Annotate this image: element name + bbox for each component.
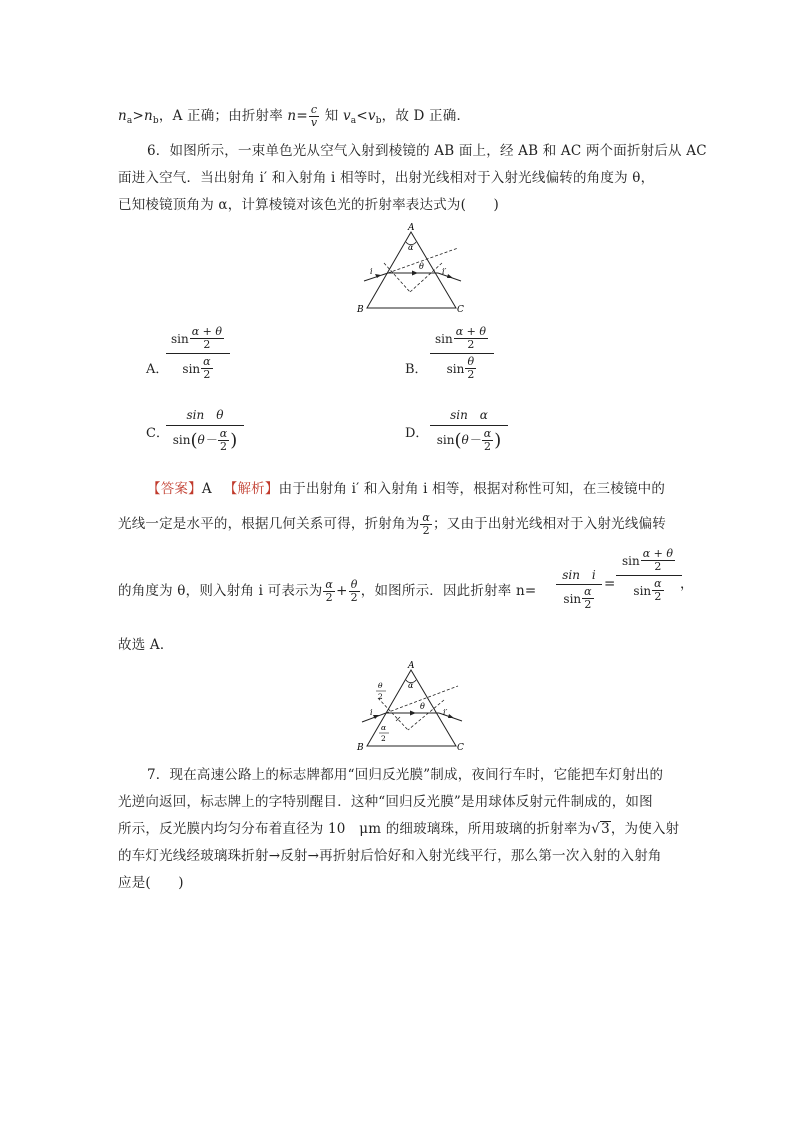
alpha-over-2 [420,512,432,537]
q6-line-3: 已知棱镜顶角为 α，计算棱镜对该色光的折射率表达式为( ) [118,197,499,213]
label-i-prime: i′ [442,267,447,276]
q7-line-5: 应是( ) [118,875,184,891]
option-C-label: C． [146,426,169,441]
paren-open: ( [190,430,198,451]
answer-value: A [201,481,212,497]
q7-line-1: 7．现在高速公路上的标志牌都用“回归反光膜”制成，夜间行车时，它能把车灯射出的 [147,767,664,783]
text-segment: ；又由于出射光线相对于入射光线偏转 [433,516,666,532]
prism-diagram-2 [340,658,480,758]
label-theta-half-num: θ [378,681,383,690]
q7-line-2: 光逆向返回，标志牌上的字特别醒目．这种“回归反光膜”是用球体反射元件制成的，如图 [118,794,653,810]
frac-den: 2 [584,598,592,611]
frac-den: 2 [350,591,358,604]
alpha-over-2 [582,586,593,611]
theta-over-2 [349,579,360,604]
arrow-head [448,714,454,718]
sin-fn: sin [172,433,191,447]
frac-num: α + θ [191,325,222,338]
arrow-head [447,274,453,278]
frac-den: 2 [654,590,662,603]
sin-fn: sin [435,332,453,346]
label-alpha-half-den: 2 [381,734,386,743]
frac-den: 2 [467,338,475,351]
arrow-head [410,711,416,716]
frac-num: α [584,585,592,598]
frac-num: α [219,427,228,440]
frac-den: 2 [483,440,491,453]
text-segment: ，A 正确；由折射率 [158,108,288,124]
analysis-tag: 【解析】 [223,481,279,497]
alpha-plus-theta-over-2 [641,548,675,573]
c-over-v-fraction [309,104,319,129]
option-A-expression [166,326,230,381]
q7-line-3 [118,820,679,838]
answer-line-2 [118,512,666,537]
option-D-expression [430,408,508,453]
text-segment: ，如图所示．因此折射率 n= [360,583,537,599]
label-alpha: α [408,681,414,690]
plus-sign: + [336,583,348,599]
frac-den: 2 [203,368,211,381]
sin-i: sin i [556,568,602,585]
v-symbol: v [342,108,351,124]
text-segment: 所示，反光膜内均匀分布着直径为 10 μm 的细玻璃珠，所用玻璃的折射率为 [118,821,592,837]
label-alpha-half-num: α [381,723,387,732]
numerator: sin α [430,408,508,426]
num-fraction [454,326,488,351]
text-segment: 光线一定是水平的，根据几何关系可得，折射角为 [118,516,420,532]
normal-line-right [410,263,442,292]
frac-num: α + θ [642,547,673,560]
den-fraction [465,356,476,381]
frac-num: α [422,511,431,524]
normal-line-right [408,700,444,730]
text-segment: ，故 D 正确． [381,108,471,124]
paren-open: ( [454,430,462,451]
n-symbol: n [118,108,127,124]
num-fraction [190,326,224,351]
frac-den: 2 [325,591,333,604]
subscript-b: b [152,116,159,126]
v-symbol: v [367,108,376,124]
answer-tag: 【答案】 [147,481,202,497]
label-A: A [408,661,415,671]
frac-num: α [654,577,662,590]
arrow-head [412,271,418,276]
alpha-over-2 [652,578,663,603]
frac-den: 2 [467,368,475,381]
text-segment: ，为使入射 [610,821,680,837]
alpha-over-2 [323,579,335,604]
text-segment: 知 [320,108,343,124]
answer-line-4: 故选 A． [118,637,174,653]
gt-sign: > [132,108,144,124]
sin-fn: sin [446,362,465,376]
option-D-label: D． [405,426,429,441]
prev-answer-line [118,104,470,130]
sin-fn: sin [633,584,652,598]
den-fraction [482,428,493,453]
incident-ray [362,713,386,722]
label-theta: θ [420,702,425,711]
q6-line-2: 面进入空气．当出射角 i′ 和入射角 i 相等时，出射光线相对于入射光线偏转的角度为 θ， [118,170,655,186]
option-B-label: B． [405,362,428,377]
label-alpha: α [408,243,414,252]
n-symbol: n [144,108,153,124]
label-B: B [357,305,364,315]
analysis-text: 由于出射角 i′ 和入射角 i 相等，根据对称性可知，在三棱镜中的 [278,481,666,497]
label-B: B [357,743,364,753]
sqrt-value: 3 [601,821,610,837]
subscript-a: a [350,116,357,126]
equals-sign: = [604,576,616,592]
frac-num: α [325,578,334,591]
sin-fn: sin [171,332,189,346]
frac-den: 2 [654,560,662,573]
sin-fn: sin [563,592,582,606]
frac-den: 2 [422,524,430,537]
comma: ， [680,576,694,592]
label-i-prime: i′ [443,708,448,717]
normal-line-left [384,263,410,292]
paren-close: ) [494,430,502,451]
theta-minus: θ－ [197,433,217,447]
label-i: i [370,267,373,276]
label-C: C [457,305,464,315]
label-A: A [408,223,415,233]
subscript-b: b [375,116,382,126]
label-theta-half-den: 2 [378,692,383,701]
sin-fn: sin [436,433,455,447]
den-fraction [218,428,229,453]
frac-den: 2 [203,338,211,351]
subscript-a: a [126,116,133,126]
frac-num: c [309,104,319,117]
sqrt-sign: √ [591,821,601,837]
n-equals: n= [287,108,308,124]
theta-minus: θ－ [461,433,481,447]
text-segment: 的角度为 θ，则入射角 i 可表示为 [118,583,323,599]
frac-den: 2 [219,440,227,453]
frac-num: θ [349,579,360,592]
paren-close: ) [230,430,238,451]
q7-line-4: 的车灯光线经玻璃珠折射→反射→再折射后恰好和入射光线平行，那么第一次入射的入射角 [118,848,662,864]
numerator: sin θ [166,408,244,426]
frac-den: v [310,116,318,129]
answer-line-3 [118,579,536,604]
frac-num: θ [465,356,476,369]
den-fraction [201,356,212,381]
sin-fn: sin [622,554,640,568]
answer-line-1 [147,480,665,498]
option-C-expression [166,408,244,453]
frac-num: α [483,427,492,440]
label-C: C [457,743,464,753]
label-i: i [370,708,373,717]
q6-line-1: 6．如图所示，一束单色光从空气入射到棱镜的 AB 面上，经 AB 和 AC 两个面折射后从 AC [147,143,707,159]
frac-num: α [203,355,211,368]
sin-fn: sin [182,362,201,376]
frac-num: α + θ [455,325,486,338]
prism-diagram-1 [340,218,480,318]
option-A-label: A． [146,362,169,377]
label-theta: θ [419,262,424,271]
option-B-expression [430,326,494,381]
arrow-head [373,715,379,719]
lt-sign: < [356,108,368,124]
